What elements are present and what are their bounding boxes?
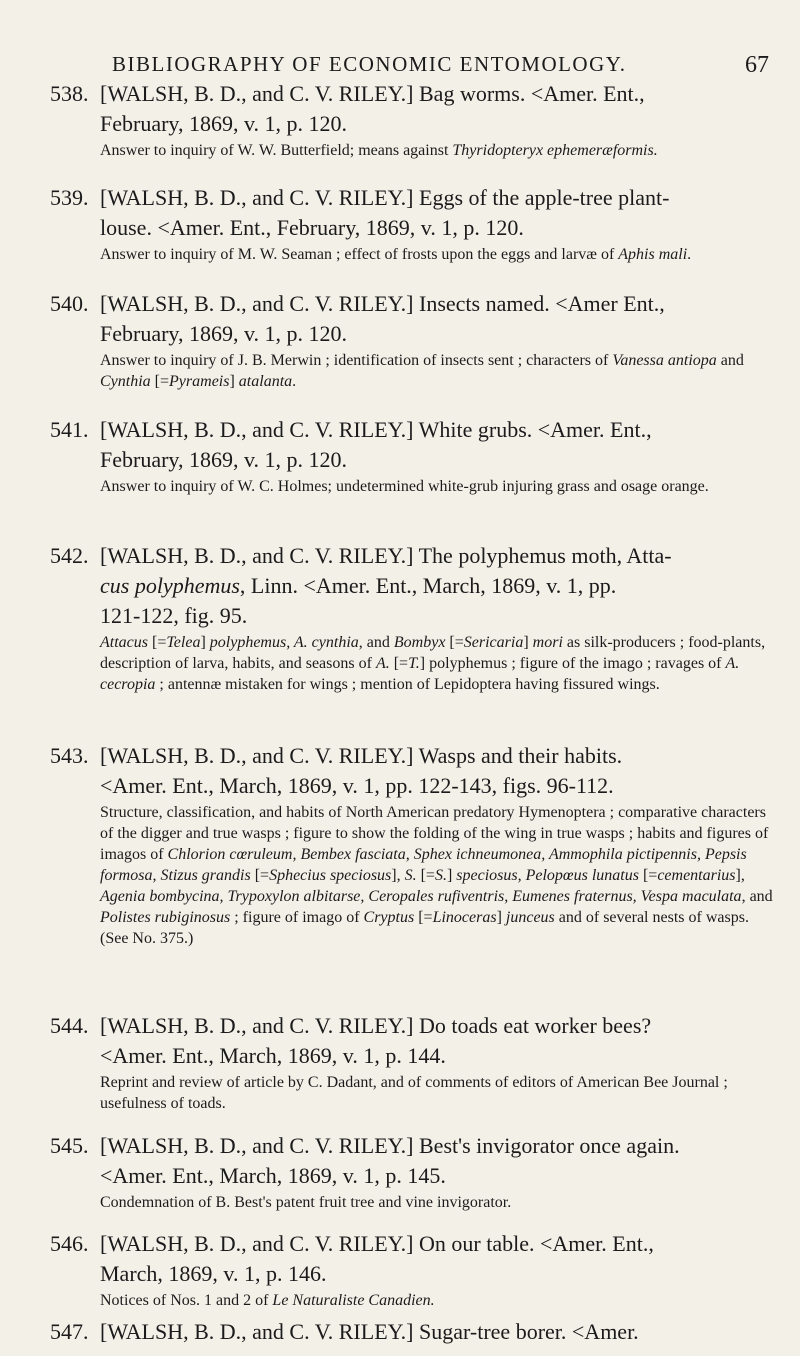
entry-546-citation-cont: March, 1869, v. 1, p. 146. (100, 1261, 327, 1286)
entry-538-citation: 538. [WALSH, B. D., and C. V. RILEY.] Bag worms. <Amer. Ent., (50, 81, 645, 106)
entry-540-citation: 540. [WALSH, B. D., and C. V. RILEY.] Insects named. <Amer Ent., (50, 291, 665, 316)
page-number: 67 (745, 52, 769, 78)
entry-543-note: Structure, classification, and habits of North American predatory Hymenoptera ; comparative characters of the digger and true wasps ; figure to show the folding of the wing in true wasps ; habits and figures of imagos of Chlorion cœruleum, Bembex fasciata, Sphex ichneumonea, Ammophila pictipennis, Pepsis formosa, Stizus grandis [=Sphecius speciosus], S. [=S.] speciosus, Pelopœus lunatus [=cementarius], Agenia bombycina, Trypoxylon albitarse, Ceropales rufiventris, Eumenes fraternus, Vespa maculata, and Polistes rubiginosus ; figure of imago of Cryptus [=Linoceras] junceus and of several nests of wasps. (See No. 375.) (100, 804, 773, 947)
entry-539-note: Answer to inquiry of M. W. Seaman ; effect of frosts upon the eggs and larvæ of Aphis mali. (100, 246, 692, 263)
entry-538-note: Answer to inquiry of W. W. Butterfield; means against Thyridopteryx ephemeræformis. (100, 142, 658, 159)
entry-541-note: Answer to inquiry of W. C. Holmes; undetermined white-grub injuring grass and osage orange. (100, 478, 709, 495)
entry-544-note: Reprint and review of article by C. Dadant, and of comments of editors of American Bee Journal ; usefulness of toads. (100, 1074, 728, 1112)
entry-542-citation-cont: cus polyphemus, Linn. <Amer. Ent., March, 1869, v. 1, pp. (100, 573, 617, 598)
entry-541-citation: 541. [WALSH, B. D., and C. V. RILEY.] White grubs. <Amer. Ent., (50, 417, 652, 442)
entry-544-citation-cont: <Amer. Ent., March, 1869, v. 1, p. 144. (100, 1043, 446, 1068)
entry-539-citation: 539. [WALSH, B. D., and C. V. RILEY.] Eggs of the apple-tree plant- (50, 185, 670, 210)
entry-544-citation: 544. [WALSH, B. D., and C. V. RILEY.] Do toads eat worker bees? (50, 1013, 652, 1038)
entry-545-note: Condemnation of B. Best's patent fruit tree and vine invigorator. (100, 1194, 512, 1211)
running-title: BIBLIOGRAPHY OF ECONOMIC ENTOMOLOGY. (112, 52, 627, 76)
entry-547-citation: 547. [WALSH, B. D., and C. V. RILEY.] Sugar-tree borer. <Amer. (50, 1319, 639, 1344)
entry-541-citation-cont: February, 1869, v. 1, p. 120. (100, 447, 348, 472)
entry-540-citation-cont: February, 1869, v. 1, p. 120. (100, 321, 348, 346)
entry-546-citation: 546. [WALSH, B. D., and C. V. RILEY.] On our table. <Amer. Ent., (50, 1231, 654, 1256)
entry-543-citation-cont: <Amer. Ent., March, 1869, v. 1, pp. 122-143, figs. 96-112. (100, 773, 614, 798)
entry-538-citation-cont: February, 1869, v. 1, p. 120. (100, 111, 348, 136)
entry-543-citation: 543. [WALSH, B. D., and C. V. RILEY.] Wasps and their habits. (50, 743, 623, 768)
entry-542-citation: 542. [WALSH, B. D., and C. V. RILEY.] The polyphemus moth, Atta- (50, 543, 672, 568)
entry-546-note: Notices of Nos. 1 and 2 of Le Naturaliste Canadien. (100, 1292, 435, 1309)
entry-545-citation-cont: <Amer. Ent., March, 1869, v. 1, p. 145. (100, 1163, 446, 1188)
entry-539-citation-cont: louse. <Amer. Ent., February, 1869, v. 1, p. 120. (100, 215, 524, 240)
entry-542-citation-cont2: 121-122, fig. 95. (100, 603, 248, 628)
entry-542-note: Attacus [=Telea] polyphemus, A. cynthia, and Bombyx [=Sericaria] mori as silk-producers ; food-plants, description of larva, habits, and seasons of A. [=T.] polyphemus ; figure of the imago ; ravages of A. cecropia ; antennæ mistaken for wings ; mention of Lepidoptera having fissured wings. (100, 634, 766, 693)
entry-540-note: Answer to inquiry of J. B. Merwin ; identification of insects sent ; characters of Vanessa antiopa and Cynthia [=Pyrameis] atalanta. (100, 352, 744, 390)
entry-545-citation: 545. [WALSH, B. D., and C. V. RILEY.] Best's invigorator once again. (50, 1133, 680, 1158)
